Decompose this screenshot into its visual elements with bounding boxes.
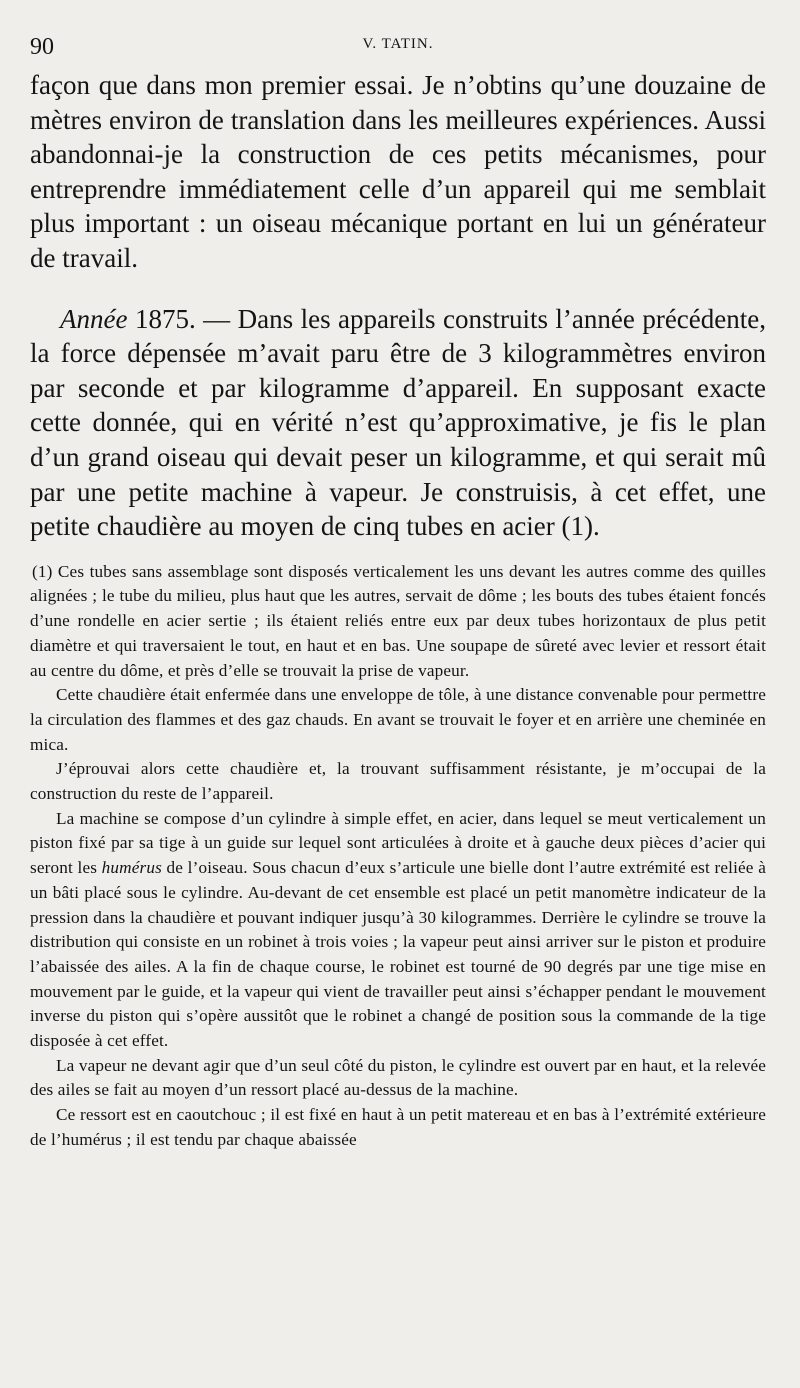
- paragraph-year-1875: [30, 302, 766, 544]
- footnote-paragraph: Ce ressort est en caoutchouc ; il est fixé en haut à un petit matereau et en bas à l’extrémité extérieure de l’humérus ; il est tendu par chaque abaissée: [30, 1105, 766, 1149]
- italic-term: humérus: [101, 858, 162, 878]
- paragraph-text: — Dans les appareils construits l’année précédente, la force dépensée m’avait paru être de 3 kilogrammètres environ par seconde et par kilogramme d’appareil. En supposant exacte cette donnée, qui en vérité n’est qu’approximative, je fis le plan d’un grand oiseau qui devait peser un kilogramme, et qui serait mû par une petite machine à vapeur. Je construisis, à cet effet, une petite chaudière au moyen de cinq tubes en acier (1).: [30, 303, 766, 542]
- footnote-paragraph: J’éprouvai alors cette chaudière et, la trouvant suffisamment résistante, je m’occupai de la construction du reste de l’appareil.: [30, 759, 766, 804]
- footnote-text: de l’oiseau. Sous chacun d’eux s’articule une bielle dont l’autre extrémité est reliée à un bâti placé sous le cylindre. Au-devant de cet ensemble est placé un petit manomètre indicateur de la pression dans la chaudière et pouvant indiquer jusqu’à 30 kilogrammes. Derrière le cylindre se trouve la distribution qui consiste en un robinet à trois voies ; la vapeur peut ainsi arriver sur le piston et produire l’abaissée des ailes. A la fin de chaque course, le robinet est tourné de 90 degrés par une tige mise en mouvement par le guide, et la vapeur qui vient de travailler peut ainsi s’échapper pendant le mouvement inverse du piston qui s’opère aussitôt que le robinet a changé de position sous la commande de la tige disposée à cet effet.: [30, 858, 766, 1051]
- section-year: 1875.: [134, 303, 196, 334]
- paragraph-continuation: façon que dans mon premier essai. Je n’obtins qu’une douzaine de mètres environ de translation dans les meilleures expériences. Aussi abandonnai-je la construction de ces petits mécanismes, pour entreprendre immédiatement celle d’un appareil qui me semblait plus important : un oiseau mécanique portant en lui un générateur de travail.: [30, 70, 766, 273]
- footnote-paragraph: (1) Ces tubes sans assemblage sont disposés verticalement les uns devant les autres comme des quilles alignées ; le tube du milieu, plus haut que les autres, servait de dôme ; les bouts des tubes étaient foncés d’une rondelle en acier sertie ; ils étaient reliés entre eux par deux tubes horizontaux de plus petit diamètre et qui traversaient le tout, en haut et en bas. Une soupape de sûreté avec levier et ressort était au centre du dôme, et près d’elle se trouvait la prise de vapeur.: [30, 561, 766, 680]
- main-text: [30, 68, 766, 544]
- footnote-paragraph: [30, 807, 766, 1054]
- running-title: V. TATIN.: [362, 36, 434, 52]
- footnote-paragraph: La vapeur ne devant agir que d’un seul côté du piston, le cylindre est ouvert par en haut, et la relevée des ailes se fait au moyen d’un ressort placé au-dessus de la machine.: [30, 1055, 766, 1100]
- footnote-paragraph: Cette chaudière était enfermée dans une enveloppe de tôle, à une distance convenable pour permettre la circulation des flammes et des gaz chauds. En avant se trouvait le foyer et en arrière une cheminée en mica.: [30, 685, 766, 754]
- page-header: [30, 28, 766, 68]
- footnote: [30, 560, 766, 1153]
- footnote-text: La machine se compose d’un cylindre à simple effet, en acier, dans lequel se meut verticalement un piston fixé par sa tige à un guide sur lequel sont articulées à droite et à gauche deux pièces d’acier qui seront les: [30, 808, 766, 878]
- page-number: 90: [30, 34, 54, 60]
- section-lead-word: Année: [60, 303, 128, 334]
